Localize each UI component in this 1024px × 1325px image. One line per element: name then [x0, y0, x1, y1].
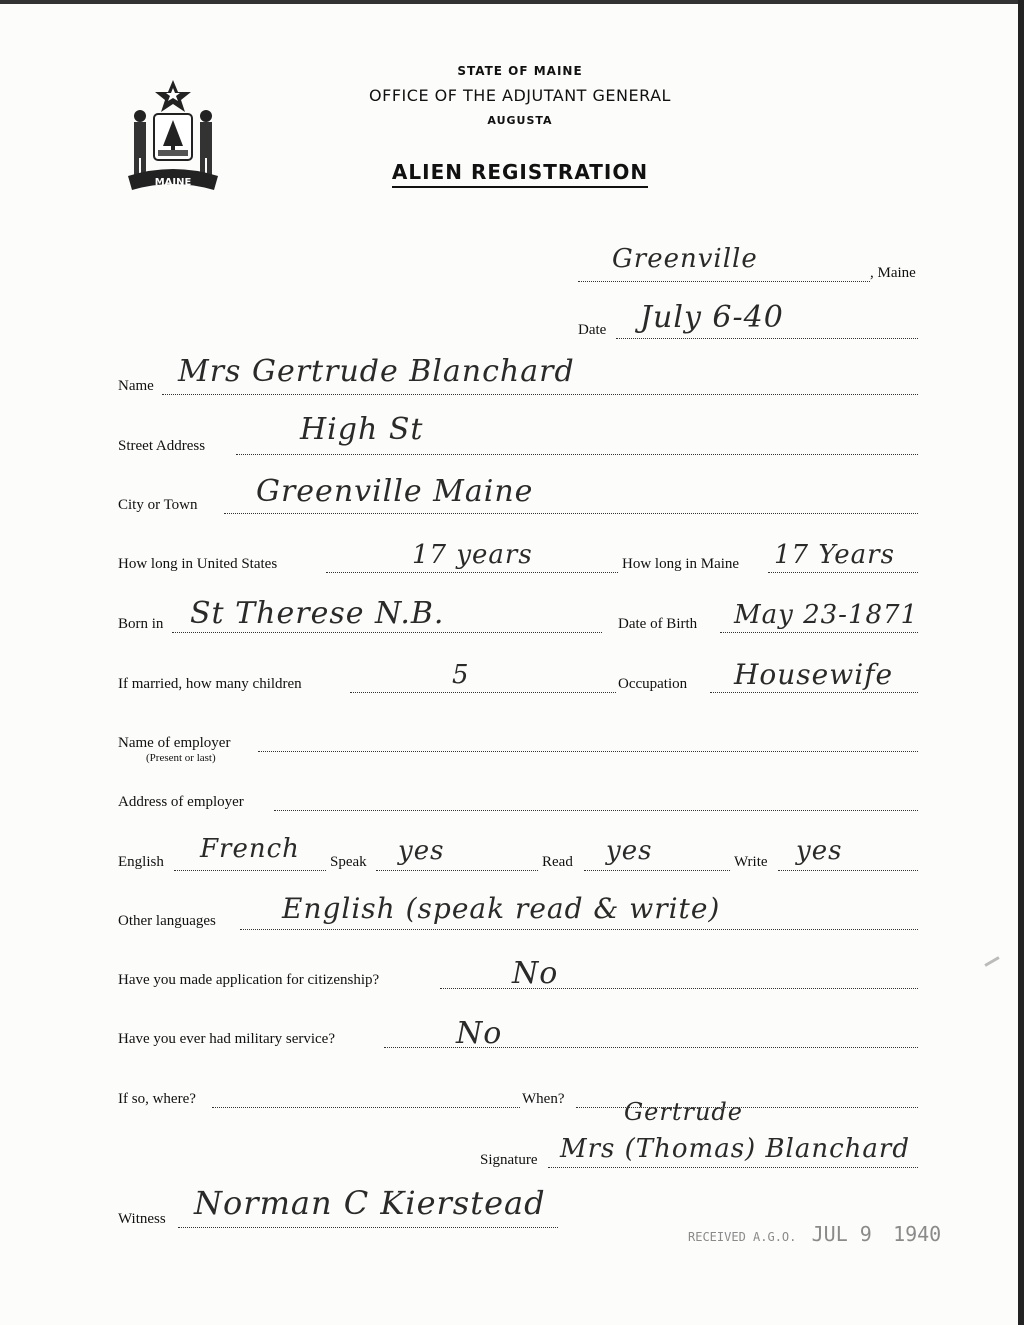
english-label: English — [118, 854, 164, 870]
other-languages-line — [240, 929, 918, 930]
where-label: If so, where? — [118, 1091, 196, 1107]
how-long-maine-label: How long in Maine — [622, 556, 740, 572]
speak-label: Speak — [330, 854, 367, 870]
children-label: If married, how many children — [118, 676, 302, 692]
occupation-value[interactable]: Housewife — [734, 658, 894, 691]
how-long-maine-line — [768, 572, 918, 573]
date-label: Date — [578, 322, 607, 338]
dob-value[interactable]: May 23-1871 — [734, 600, 919, 630]
stamp-date-text: JUL 9 — [811, 1222, 872, 1246]
how-long-us-value[interactable]: 17 years — [412, 540, 533, 570]
name-line — [162, 394, 918, 395]
employer-line — [258, 751, 918, 752]
employer-address-label: Address of employer — [118, 794, 244, 810]
how-long-us-label: How long in United States — [118, 556, 278, 572]
seal-text: MAINE — [154, 177, 192, 188]
write-line — [778, 870, 918, 871]
dob-label: Date of Birth — [618, 616, 698, 632]
signature-label: Signature — [480, 1152, 538, 1168]
english-line — [174, 870, 326, 871]
office-heading: OFFICE OF THE ADJUTANT GENERAL — [369, 86, 671, 105]
stamp-year-text: 1940 — [893, 1222, 942, 1246]
signature-line — [548, 1167, 918, 1168]
when-label: When? — [522, 1091, 565, 1107]
write-label: Write — [734, 854, 768, 870]
signature-upper-value[interactable]: Gertrude — [624, 1098, 743, 1126]
read-line — [584, 870, 730, 871]
received-stamp — [688, 1222, 941, 1246]
dob-line — [720, 632, 918, 633]
form-title-text: ALIEN REGISTRATION — [392, 160, 648, 188]
born-line — [172, 632, 602, 633]
signature-value[interactable]: Mrs (Thomas) Blanchard — [560, 1134, 910, 1164]
occupation-line — [710, 692, 918, 693]
place-suffix-label: , Maine — [870, 265, 916, 281]
state-heading: STATE OF MAINE — [457, 64, 583, 78]
other-languages-value[interactable]: English (speak read & write) — [282, 892, 721, 925]
city-line — [224, 513, 918, 514]
how-long-us-line — [326, 572, 618, 573]
employer-sub-label: (Present or last) — [146, 752, 216, 764]
other-languages-label: Other languages — [118, 913, 216, 929]
citizenship-label: Have you made application for citizenship? — [118, 972, 380, 988]
english-value[interactable]: French — [200, 834, 300, 864]
place-line — [578, 281, 870, 282]
witness-label: Witness — [118, 1211, 166, 1227]
city-label: City or Town — [118, 497, 198, 513]
city-heading: AUGUSTA — [487, 114, 553, 127]
read-value[interactable]: yes — [606, 836, 653, 866]
children-line — [350, 692, 616, 693]
street-line — [236, 454, 918, 455]
date-line — [616, 338, 918, 339]
scan-border-right — [1018, 0, 1024, 1325]
born-label: Born in — [118, 616, 164, 632]
employer-address-line — [274, 810, 918, 811]
name-value[interactable]: Mrs Gertrude Blanchard — [178, 354, 575, 389]
street-label: Street Address — [118, 438, 206, 454]
write-value[interactable]: yes — [796, 836, 843, 866]
name-label: Name — [118, 378, 154, 394]
stamp-received-text: RECEIVED A.G.O. — [688, 1230, 797, 1244]
how-long-maine-value[interactable]: 17 Years — [774, 540, 895, 570]
city-value[interactable]: Greenville Maine — [256, 474, 534, 509]
witness-value[interactable]: Norman C Kierstead — [194, 1184, 546, 1222]
citizenship-value[interactable]: No — [512, 956, 559, 991]
maine-state-seal-icon — [118, 76, 228, 198]
military-value[interactable]: No — [456, 1016, 503, 1051]
employer-label: Name of employer — [118, 735, 231, 751]
where-line — [212, 1107, 520, 1108]
scan-border-top — [0, 0, 1024, 4]
read-label: Read — [542, 854, 573, 870]
born-value[interactable]: St Therese N.B. — [190, 596, 445, 631]
military-label: Have you ever had military service? — [118, 1031, 335, 1047]
street-value[interactable]: High St — [300, 412, 424, 447]
date-value[interactable]: July 6-40 — [640, 300, 784, 335]
paper-mark — [984, 956, 999, 967]
place-value[interactable]: Greenville — [612, 244, 758, 274]
occupation-label: Occupation — [618, 676, 688, 692]
children-value[interactable]: 5 — [452, 660, 470, 690]
speak-value[interactable]: yes — [398, 836, 445, 866]
speak-line — [376, 870, 538, 871]
witness-line — [178, 1227, 558, 1228]
form-title — [320, 160, 720, 184]
